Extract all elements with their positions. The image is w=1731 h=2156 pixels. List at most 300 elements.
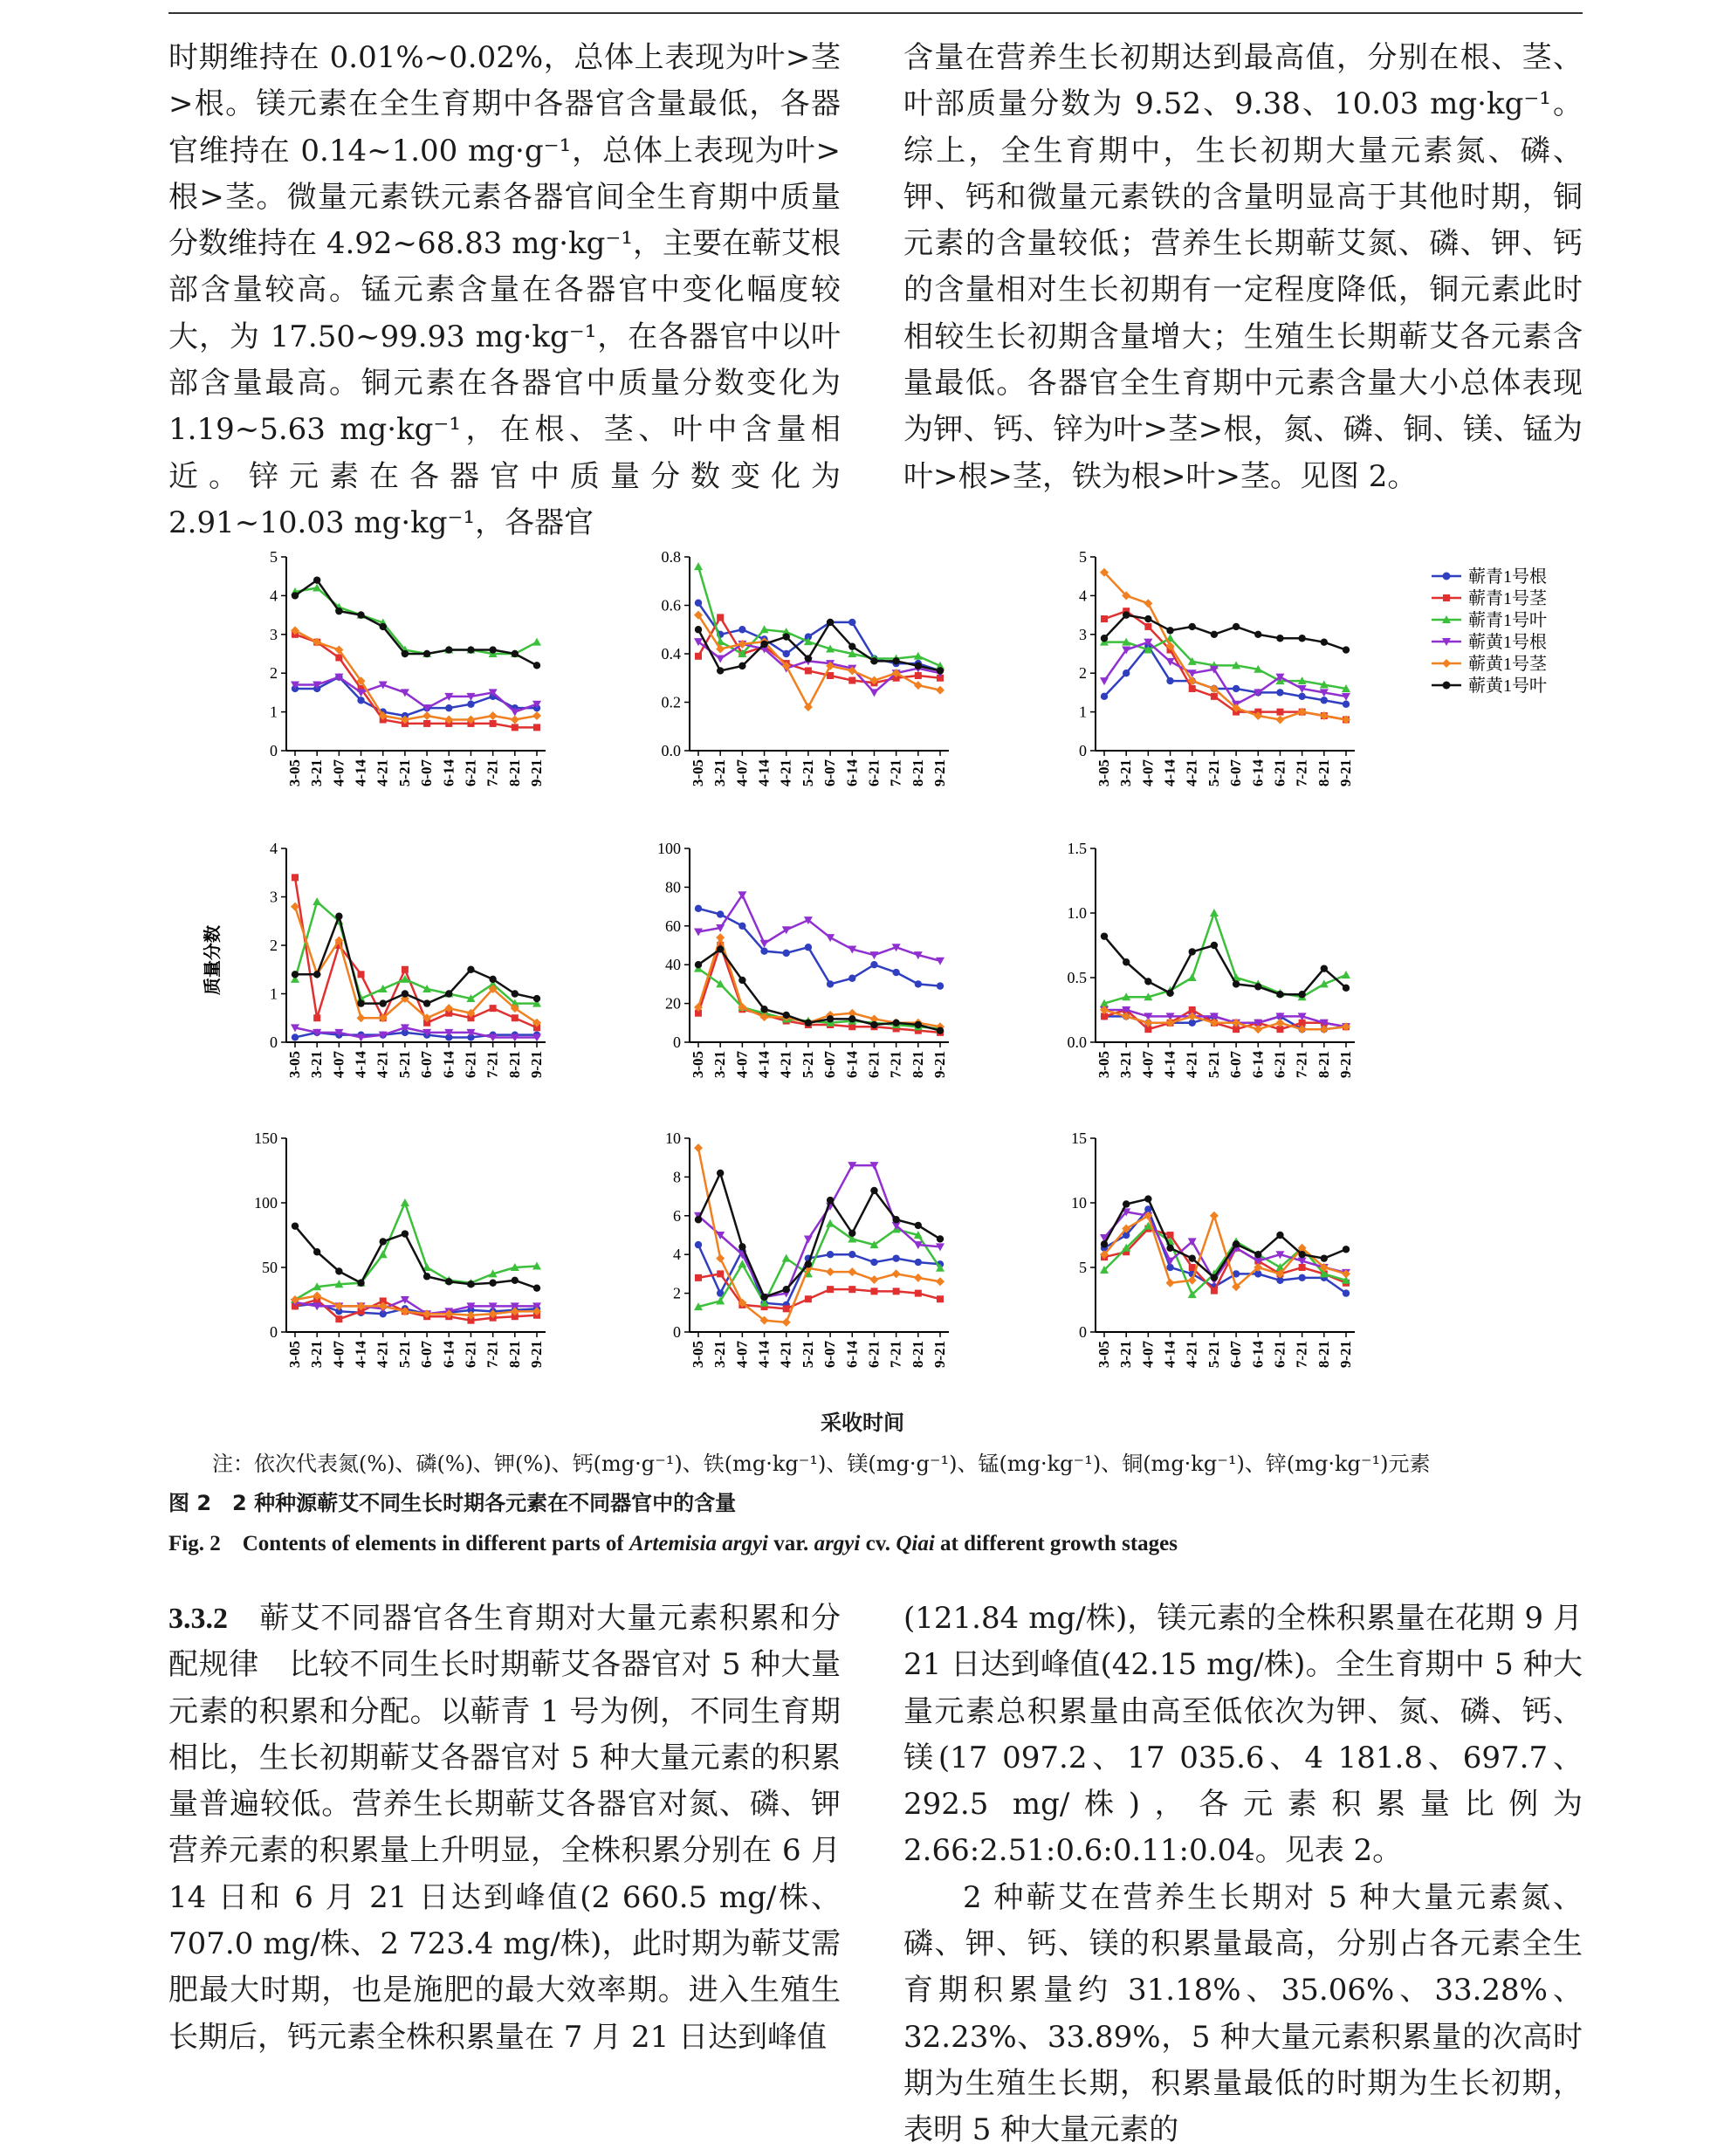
data-point — [716, 656, 725, 663]
caption-en-pre: Fig. 2 Contents of elements in different parts of — [168, 1532, 629, 1555]
figure-caption-cn: 图 2 2 种种源蕲艾不同生长时期各元素在不同器官中的含量 — [168, 1491, 737, 1515]
data-point — [716, 1254, 725, 1263]
data-point — [1123, 1200, 1130, 1207]
series-line — [1104, 913, 1346, 1004]
data-point — [357, 1280, 364, 1287]
data-point — [357, 611, 364, 618]
data-point — [357, 697, 364, 704]
x-tick-label: 3-21 — [711, 1341, 729, 1369]
x-tick-label: 4-21 — [777, 1341, 794, 1369]
x-tick-label: 5-21 — [1205, 759, 1222, 787]
data-point — [467, 646, 474, 653]
data-point — [1254, 983, 1261, 990]
data-point — [717, 614, 724, 621]
x-tick-label: 9-21 — [528, 1051, 545, 1079]
data-point — [848, 642, 855, 649]
data-point — [1189, 1254, 1196, 1261]
x-tick-label: 6-21 — [1271, 759, 1288, 787]
data-point — [1123, 669, 1130, 676]
data-point — [848, 1230, 855, 1237]
data-point — [848, 1251, 855, 1258]
data-point — [292, 592, 299, 599]
data-point — [1298, 1251, 1305, 1258]
section-body: 比较不同生长时期蕲艾各器官对 5 种大量元素的积累和分配。以蕲青 1 号为例，不同生育期相比，生长初期蕲艾各器官对 5 种大量元素的积累量普遍较低。营养生长期蕲艾各器官对氮、磷、钾营养元素的积累量上升明显，全株积累分别在 6 月 14 日和 6 月 21 日达到峰值(2 660.5 mg/株、707.0 mg/株、2 723.4 mg/株)，此时期为蕲艾需肥最大时期，也是施肥的最大效率期。进入生殖生长期后，钙元素全株积累量在 7 月 21 日达到峰值 — [168, 1647, 841, 2055]
data-point — [870, 1259, 877, 1266]
x-tick-label: 5-21 — [1205, 1341, 1222, 1369]
y-tick-label: 60 — [665, 917, 681, 935]
x-tick-label: 8-21 — [1315, 1051, 1332, 1079]
data-point — [1276, 689, 1283, 696]
data-point — [512, 650, 519, 657]
data-point — [313, 1014, 320, 1021]
data-point — [292, 1222, 299, 1229]
x-tick-label: 4-14 — [755, 759, 773, 787]
data-point — [915, 980, 922, 987]
data-point — [827, 1286, 834, 1293]
x-tick-label: 4-21 — [777, 1051, 794, 1079]
y-tick-label: 20 — [665, 994, 681, 1013]
data-point — [1123, 958, 1130, 965]
x-tick-label: 7-21 — [1293, 1051, 1310, 1079]
y-tick-label: 0 — [270, 1033, 278, 1051]
x-tick-label: 5-21 — [799, 759, 816, 787]
data-point — [1343, 1289, 1350, 1296]
data-point — [915, 1222, 922, 1229]
y-tick-label: 0 — [673, 1323, 681, 1341]
data-point — [1144, 599, 1152, 608]
data-point — [335, 1315, 342, 1322]
x-tick-label: 4-07 — [330, 1341, 347, 1369]
data-point — [1101, 932, 1108, 939]
x-tick-label: 3-05 — [1096, 1051, 1112, 1079]
paragraph: 2 种蕲艾在营养生长期对 5 种大量元素氮、磷、钾、钙、镁的积累量最高，分别占各元素全生育期积累量约 31.18%、35.06%、33.28%、32.23%、33.89%，5 种大量元素积累量的次高时期为生殖生长期，积累量最低的时期为生长初期，表明 5 种大量元素的 — [903, 1879, 1583, 2148]
data-point — [1189, 685, 1196, 692]
x-tick-label: 4-07 — [733, 759, 751, 787]
figure-note: 注：依次代表氮(%)、磷(%)、钾(%)、钙(mg·g⁻¹)、铁(mg·kg⁻¹)、镁(mg·g⁻¹)、锰(mg·kg⁻¹)、铜(mg·kg⁻¹)、锌(mg·kg⁻¹)元素 — [212, 1452, 1431, 1476]
series-line — [698, 566, 940, 666]
x-tick-label: 7-21 — [1293, 759, 1310, 787]
x-tick-label: 4-21 — [1183, 1341, 1200, 1369]
x-tick-label: 6-21 — [462, 1051, 479, 1079]
data-point — [937, 1235, 944, 1242]
data-point — [695, 600, 702, 607]
y-tick-label: 100 — [657, 840, 681, 857]
data-point — [848, 677, 855, 684]
y-tick-label: 5 — [1079, 548, 1087, 566]
series-line — [698, 895, 940, 960]
x-tick-label: 6-14 — [440, 759, 457, 787]
y-tick-label: 1.5 — [1067, 840, 1087, 857]
data-point — [760, 641, 767, 648]
data-point — [402, 1230, 409, 1237]
series-line — [1104, 642, 1346, 704]
y-tick-label: 0.6 — [661, 596, 681, 615]
data-point — [1343, 1246, 1350, 1253]
caption-en-cultivar: Qiai — [896, 1532, 935, 1555]
data-point — [695, 1274, 702, 1281]
x-tick-label: 4-21 — [777, 759, 794, 787]
section-title: 蕲艾不同器官各生育期对大量元素积累和分配规律 — [168, 1601, 841, 1683]
data-point — [1321, 697, 1328, 704]
data-point — [402, 990, 409, 997]
series-line — [295, 630, 537, 719]
x-tick-label: 6-14 — [843, 759, 861, 787]
data-point — [1275, 715, 1284, 724]
y-tick-label: 4 — [270, 840, 278, 857]
data-point — [914, 681, 923, 690]
data-point — [489, 711, 498, 720]
data-point — [760, 1294, 767, 1301]
y-tick-label: 10 — [1071, 1194, 1087, 1212]
y-tick-label: 1 — [1079, 703, 1087, 721]
data-point — [848, 975, 855, 982]
data-point — [760, 1006, 767, 1013]
series-line — [295, 1203, 537, 1300]
data-point — [1144, 978, 1151, 985]
data-point — [1144, 1195, 1151, 1202]
data-point — [1100, 677, 1109, 685]
x-tick-label: 9-21 — [528, 1341, 545, 1369]
figure-ylabel: 质量分数 — [203, 925, 223, 995]
data-point — [511, 715, 519, 724]
paragraph: 含量在营养生长初期达到最高值，分别在根、茎、叶部质量分数为 9.52、9.38、10.03 mg·kg⁻¹。综上，全生育期中，生长初期大量元素氮、磷、钾、钙和微量元素铁的含量明显高于其他时期，铜元素的含量较低；营养生长期蕲艾氮、磷、钾、钙的含量相对生长初期有一定程度降低，铜元素此时相较生长初期含量增大；生殖生长期蕲艾各元素含量最低。各器官全生育期中元素含量大小总体表现为钾、钙、锌为叶>茎>根，氮、磷、铜、镁、锰为叶>根>茎，铁为根>叶>茎。见图 2。 — [903, 40, 1583, 494]
data-point — [335, 913, 342, 920]
data-point — [1298, 635, 1305, 642]
data-point — [738, 1243, 745, 1250]
data-point — [717, 1270, 724, 1277]
x-tick-label: 4-21 — [1183, 759, 1200, 787]
data-point — [1233, 980, 1240, 987]
data-point — [445, 990, 452, 997]
data-point — [937, 1027, 944, 1033]
data-point — [1210, 1212, 1219, 1220]
data-point — [1189, 623, 1196, 630]
data-point — [1298, 1274, 1305, 1281]
data-point — [313, 1248, 320, 1255]
data-point — [1188, 973, 1197, 981]
data-point — [292, 1033, 299, 1040]
x-tick-label: 6-07 — [418, 1051, 436, 1079]
data-point — [1321, 965, 1328, 972]
y-tick-label: 4 — [673, 1246, 681, 1264]
x-tick-label: 6-14 — [1249, 1341, 1267, 1369]
data-point — [1276, 1232, 1283, 1239]
data-point — [1210, 909, 1219, 917]
data-point — [380, 623, 387, 630]
data-point — [805, 1295, 812, 1302]
data-point — [1166, 990, 1173, 997]
y-tick-label: 40 — [665, 956, 681, 974]
y-tick-label: 4 — [1079, 587, 1087, 605]
data-point — [1101, 635, 1108, 642]
caption-en-mid1: var. — [768, 1532, 814, 1555]
data-point — [1298, 693, 1305, 700]
x-tick-label: 6-14 — [1249, 1051, 1267, 1079]
data-point — [511, 709, 519, 717]
data-point — [869, 689, 878, 697]
section-number: 3.3.2 — [168, 1603, 228, 1635]
x-tick-label: 6-21 — [865, 759, 883, 787]
legend-label: 蕲青1号根 — [1468, 567, 1547, 587]
data-point — [1254, 1251, 1261, 1258]
data-point — [1211, 693, 1218, 700]
x-tick-label: 3-21 — [711, 1051, 729, 1079]
data-point — [826, 1267, 835, 1276]
x-tick-label: 8-21 — [909, 1051, 926, 1079]
data-point — [1211, 1287, 1218, 1294]
data-point — [892, 1020, 899, 1027]
data-point — [512, 990, 519, 997]
x-tick-label: 3-21 — [711, 759, 729, 787]
x-tick-label: 7-21 — [484, 1051, 501, 1079]
data-point — [357, 1013, 366, 1022]
legend-label: 蕲黄1号茎 — [1468, 655, 1547, 674]
data-point — [893, 1287, 900, 1294]
data-point — [1123, 611, 1130, 618]
data-point — [358, 971, 365, 978]
data-point — [760, 947, 767, 954]
data-point — [1189, 948, 1196, 955]
data-point — [313, 971, 320, 978]
data-point — [402, 650, 409, 657]
figure-2-panels — [175, 524, 1589, 1449]
data-point — [869, 951, 878, 959]
x-tick-label: 3-05 — [690, 1051, 706, 1079]
data-point — [379, 1250, 388, 1258]
data-point — [533, 1284, 540, 1291]
x-tick-label: 5-21 — [799, 1341, 816, 1369]
chart-panel — [657, 840, 949, 1078]
x-tick-label: 4-07 — [1139, 759, 1157, 787]
data-point — [782, 1318, 791, 1327]
data-point — [402, 966, 409, 973]
x-tick-label: 4-14 — [1161, 1341, 1178, 1369]
x-tick-label: 4-21 — [374, 1341, 391, 1369]
x-tick-label: 9-21 — [931, 759, 948, 787]
figure-caption-en — [168, 1526, 1178, 1557]
x-tick-label: 4-07 — [330, 759, 347, 787]
data-point — [532, 711, 541, 720]
x-tick-label: 4-21 — [374, 759, 391, 787]
x-tick-label: 6-07 — [418, 759, 436, 787]
y-tick-label: 2 — [270, 664, 278, 683]
data-point — [827, 1197, 834, 1204]
series-line — [1104, 1216, 1346, 1287]
data-point — [1144, 615, 1151, 622]
data-point — [1166, 677, 1173, 684]
data-point — [401, 1198, 409, 1206]
data-point — [1343, 701, 1350, 708]
data-point — [915, 1290, 922, 1297]
y-tick-label: 0 — [270, 1323, 278, 1341]
x-tick-label: 6-14 — [440, 1051, 457, 1079]
x-tick-label: 6-07 — [821, 759, 839, 787]
data-point — [533, 662, 540, 669]
data-point — [848, 1015, 855, 1022]
data-point — [717, 667, 724, 674]
data-point — [848, 1286, 855, 1293]
y-tick-label: 1 — [270, 985, 278, 1003]
y-tick-label: 1.0 — [1067, 904, 1087, 922]
data-point — [695, 626, 702, 633]
chart-panel — [270, 548, 546, 786]
data-point — [827, 1015, 834, 1022]
y-tick-label: 0.5 — [1067, 969, 1087, 986]
x-tick-label: 8-21 — [505, 759, 523, 787]
data-point — [827, 619, 834, 626]
data-point — [489, 646, 496, 653]
data-point — [892, 657, 899, 664]
y-tick-label: 4 — [270, 587, 278, 605]
caption-en-post: at different growth stages — [934, 1532, 1178, 1555]
chart-panel — [254, 1129, 546, 1368]
x-tick-label: 9-21 — [1337, 1051, 1354, 1079]
x-tick-label: 5-21 — [395, 1051, 413, 1079]
data-point — [292, 971, 299, 978]
y-tick-label: 1 — [270, 703, 278, 721]
data-point — [533, 995, 540, 1002]
data-point — [1298, 991, 1305, 998]
data-point — [717, 1170, 724, 1177]
data-point — [1211, 631, 1218, 638]
x-tick-label: 3-21 — [1117, 1051, 1135, 1079]
data-point — [532, 638, 541, 646]
data-point — [804, 703, 813, 711]
x-tick-label: 5-21 — [395, 759, 413, 787]
data-point — [1211, 942, 1218, 949]
data-point — [1101, 1240, 1108, 1247]
series-line — [295, 588, 537, 654]
x-tick-label: 9-21 — [931, 1051, 948, 1079]
data-point — [783, 1286, 790, 1293]
data-point — [695, 1216, 702, 1223]
data-point — [805, 944, 812, 951]
y-tick-label: 10 — [665, 1129, 681, 1147]
data-point — [914, 1274, 923, 1282]
legend-label: 蕲黄1号叶 — [1468, 676, 1547, 696]
data-point — [738, 626, 745, 633]
paragraph — [168, 1596, 841, 2061]
x-tick-label: 3-05 — [690, 759, 706, 787]
data-point — [827, 672, 834, 679]
data-point — [313, 576, 320, 583]
caption-en-species: Artemisia argyi — [629, 1532, 768, 1555]
x-tick-label: 4-14 — [1161, 759, 1178, 787]
data-point — [1166, 1245, 1173, 1252]
series-line — [295, 907, 537, 1023]
x-tick-label: 5-21 — [1205, 1051, 1222, 1079]
series-line — [698, 909, 940, 986]
data-point — [827, 1251, 834, 1258]
data-point — [892, 1216, 899, 1223]
caption-en-mid2: cv. — [860, 1532, 896, 1555]
x-tick-label: 3-05 — [286, 1341, 303, 1369]
y-tick-label: 0.2 — [661, 693, 681, 711]
data-point — [915, 672, 922, 679]
data-point — [467, 966, 474, 973]
chart-panel — [1079, 548, 1355, 786]
x-tick-label: 6-07 — [418, 1341, 436, 1369]
x-tick-label: 9-21 — [1337, 1341, 1354, 1369]
data-point — [313, 897, 321, 905]
x-tick-label: 6-14 — [1249, 759, 1267, 787]
data-point — [937, 667, 944, 674]
header-rule — [168, 12, 1583, 14]
x-tick-label: 9-21 — [528, 759, 545, 787]
data-point — [489, 1280, 496, 1287]
x-tick-label: 4-14 — [352, 1341, 369, 1369]
x-tick-label: 4-14 — [755, 1341, 773, 1369]
data-point — [805, 655, 812, 662]
y-tick-label: 0.4 — [661, 645, 681, 663]
data-point — [467, 1281, 474, 1287]
series-line — [1104, 1010, 1346, 1027]
y-tick-label: 0 — [673, 1033, 681, 1051]
data-point — [892, 969, 899, 976]
x-tick-label: 3-05 — [286, 759, 303, 787]
x-tick-label: 6-21 — [865, 1341, 883, 1369]
x-tick-label: 3-05 — [1096, 1341, 1112, 1369]
data-point — [695, 1241, 702, 1248]
data-point — [869, 1275, 878, 1284]
data-point — [892, 1254, 899, 1261]
data-point — [1343, 646, 1350, 653]
data-point — [490, 720, 497, 727]
body-text-right-top — [903, 35, 1583, 500]
data-point — [915, 663, 922, 669]
data-point — [1166, 1279, 1175, 1287]
x-tick-label: 4-07 — [330, 1051, 347, 1079]
data-point — [1321, 638, 1328, 645]
data-point — [783, 650, 790, 657]
data-point — [870, 1021, 877, 1028]
data-point — [1342, 971, 1350, 978]
x-tick-label: 6-21 — [1271, 1051, 1288, 1079]
data-point — [292, 874, 299, 881]
x-tick-label: 8-21 — [1315, 759, 1332, 787]
data-point — [489, 976, 496, 983]
body-text-right-bottom — [903, 1596, 1583, 2154]
x-tick-label: 3-05 — [1096, 759, 1112, 787]
body-text-left-top — [168, 35, 841, 546]
x-tick-label: 3-05 — [690, 1341, 706, 1369]
x-tick-label: 7-21 — [887, 1341, 904, 1369]
data-point — [870, 961, 877, 968]
data-point — [783, 1012, 790, 1019]
data-point — [1343, 985, 1350, 992]
paragraph: 时期维持在 0.01%~0.02%，总体上表现为叶>茎>根。镁元素在全生育期中各器官含量最低，各器官维持在 0.14~1.00 mg·g⁻¹，总体上表现为叶>根>茎。微量元素铁元素各器官间全生育期中质量分数维持在 4.92~68.83 mg·kg⁻¹，主要在蕲艾根部含量较高。锰元素含量在各器官中变化幅度较大，为 17.50~99.93 mg·kg⁻¹，在各器官中以叶部含量最高。铜元素在各器官中质量分数变化为 1.19~5.63 mg·kg⁻¹，在根、茎、叶中含量相近。锌元素在各器官中质量分数变化为 2.91~10.03 mg·kg⁻¹，各器官 — [168, 40, 841, 540]
x-tick-label: 4-21 — [1183, 1051, 1200, 1079]
data-point — [915, 1021, 922, 1028]
data-point — [870, 1287, 877, 1294]
data-point — [738, 663, 745, 669]
x-tick-label: 6-14 — [843, 1341, 861, 1369]
data-point — [783, 633, 790, 640]
data-point — [1101, 693, 1108, 700]
data-point — [805, 667, 812, 674]
caption-en-var: argyi — [814, 1532, 861, 1555]
data-point — [805, 1020, 812, 1027]
data-point — [783, 1305, 790, 1312]
series-line — [698, 603, 940, 671]
data-point — [717, 910, 724, 917]
y-tick-label: 6 — [673, 1206, 681, 1225]
chart-panel — [270, 840, 546, 1078]
data-point — [827, 980, 834, 987]
y-tick-label: 5 — [270, 548, 278, 566]
data-point — [490, 1005, 497, 1012]
data-point — [937, 1295, 944, 1302]
